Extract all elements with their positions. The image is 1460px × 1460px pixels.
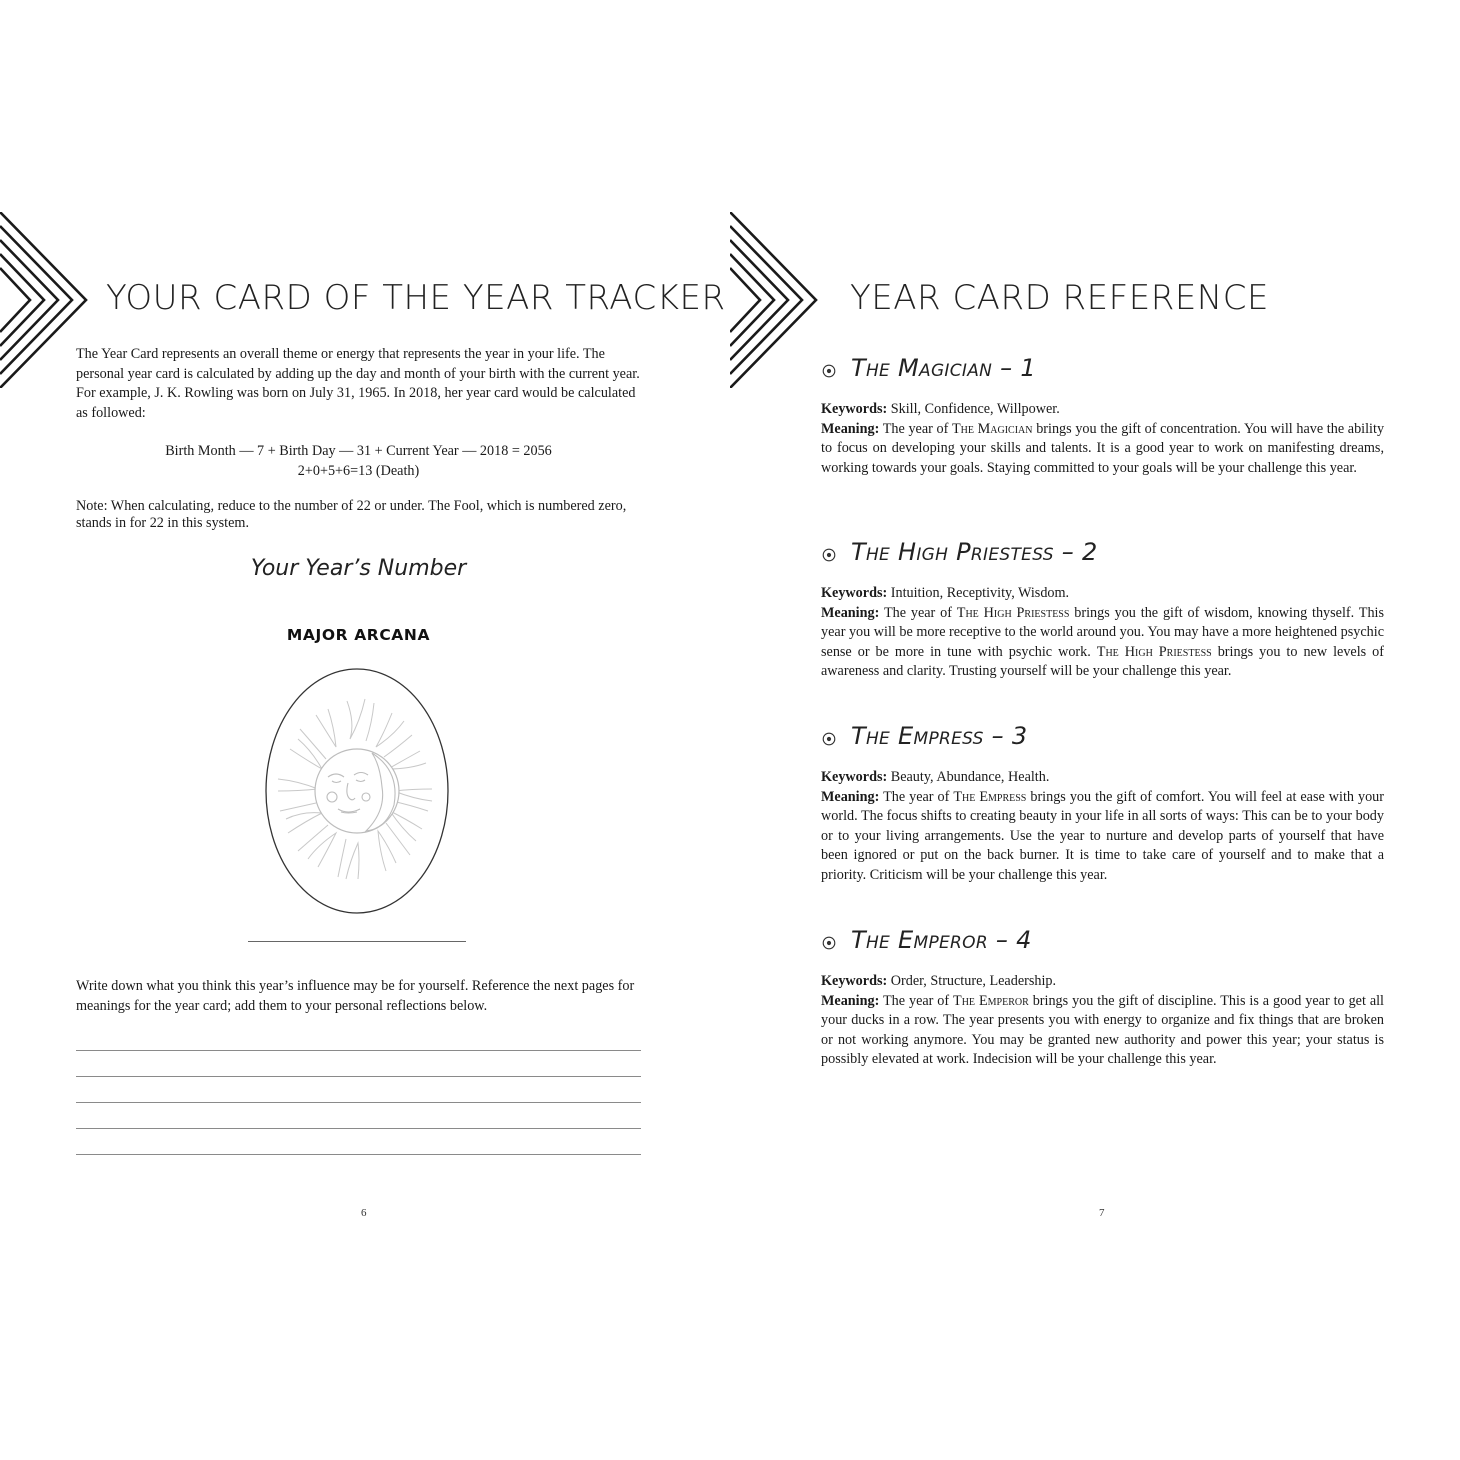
meaning-label: Meaning: [821, 788, 880, 805]
keywords-label: Keywords: [821, 973, 888, 989]
meaning-label: Meaning: [821, 992, 880, 1009]
year-formula [76, 442, 641, 481]
year-number-line[interactable] [248, 941, 466, 942]
card-body [821, 972, 1384, 1070]
keywords-line [821, 768, 1384, 788]
intro-paragraph [76, 345, 646, 423]
card-heading [821, 926, 1384, 962]
card-name-inline: The Emperor [953, 992, 1029, 1009]
year-number-label: Your Year’s Number [250, 556, 467, 581]
card-heading-text: The Emperor – 4 [851, 926, 1032, 954]
meaning-paragraph [821, 788, 1384, 886]
keywords-line [821, 972, 1384, 992]
sun-moon-face-icon [262, 665, 452, 917]
card-body [821, 584, 1384, 682]
card-body [821, 768, 1384, 885]
meaning-paragraph [821, 992, 1384, 1070]
card-heading [821, 354, 1384, 390]
page-title: YOUR CARD OF THE YEAR TRACKER [106, 278, 726, 318]
card-heading [821, 722, 1384, 758]
card-heading [821, 538, 1384, 574]
meaning-paragraph [821, 604, 1384, 682]
meaning-pre: The year of [883, 788, 950, 805]
keywords-text: Intuition, Receptivity, Wisdom. [890, 585, 1070, 601]
card-name-inline: The High Priestess [1096, 643, 1212, 660]
writing-line[interactable] [76, 1076, 641, 1102]
keywords-line [821, 400, 1384, 420]
card-heading-text: The High Priestess – 2 [851, 538, 1098, 566]
keywords-label: Keywords: [821, 585, 888, 601]
meaning-text: brings you the gift of comfort. You will feel at ease with your world. The focus shifts to creating beauty in your life in all sorts of ways: This can be to your body or to your living arrangements. Use the year to nurture and develop parts of yourself that have been ignored or put on the back burner. It is time to take care of yourself and to make that a priority. Criticism will be your challenge this year. [821, 788, 1385, 883]
card-entry-magician [821, 354, 1384, 478]
reflection-writing-lines [76, 1050, 641, 1180]
writing-line[interactable] [76, 1050, 641, 1076]
meaning-pre: The year of [882, 420, 949, 437]
card-heading-text: The Empress – 3 [851, 722, 1028, 750]
intro-text: The Year Card represents an overall theme or energy that represents the year in your life. The personal year card is calculated by adding up the day and month of your birth with the current year. For example, J. K. Rowling was born on July 31, 1965. In 2018, her year card would be calculated as followed: [76, 346, 640, 421]
card-name-inline: The Empress [953, 788, 1027, 805]
major-arcana-heading: MAJOR ARCANA [286, 626, 431, 644]
meaning-text: brings you the gift of wisdom, knowing thyself. This year you will be more receptive to the world around you. You may have a more heightened psychic sense or be more in tune with psychic work. [821, 604, 1385, 660]
circle-dot-icon [822, 364, 836, 378]
formula-line-2: 2+0+5+6=13 (Death) [297, 462, 420, 479]
page-number: 7 [1099, 1207, 1105, 1219]
circle-dot-icon [822, 936, 836, 950]
page-title: YEAR CARD REFERENCE [850, 278, 1269, 318]
keywords-label: Keywords: [821, 401, 888, 417]
meaning-paragraph [821, 420, 1384, 479]
card-body [821, 400, 1384, 478]
meaning-label: Meaning: [821, 420, 880, 437]
writing-line[interactable] [76, 1128, 641, 1154]
card-entry-empress [821, 722, 1384, 885]
reflection-text: Write down what you think this year’s influence may be for yourself. Reference the next pages for meanings for the year card; add them to your personal reflections below. [76, 978, 635, 1014]
meaning-pre: The year of [883, 992, 950, 1009]
writing-line[interactable] [76, 1102, 641, 1128]
circle-dot-icon [822, 548, 836, 562]
meaning-text: brings you the gift of discipline. This is a good year to get all your ducks in a row. The year presents you with energy to organize and fix things that are broken or not working anymore. You may be granted new authority and power this year; your status is possibly elevated at work. Indecision will be your challenge this year. [821, 992, 1384, 1067]
meaning-pre: The year of [883, 604, 952, 621]
note-text: Note: When calculating, reduce to the number of 22 or under. The Fool, which is numbered zero, stands in for 22 in this system. [76, 498, 627, 531]
right-page [730, 0, 1460, 1460]
keywords-label: Keywords: [821, 769, 888, 785]
card-name-inline: The High Priestess [956, 604, 1070, 621]
reflection-prompt [76, 977, 646, 1016]
formula-line-1: Birth Month — 7 + Birth Day — 31 + Current Year — 2018 = 2056 [165, 443, 552, 459]
keywords-text: Beauty, Abundance, Health. [890, 769, 1050, 785]
card-name-inline: The Magician [952, 420, 1033, 437]
note-paragraph [76, 498, 646, 532]
card-heading-text: The Magician – 1 [851, 354, 1036, 382]
keywords-line [821, 584, 1384, 604]
keywords-text: Skill, Confidence, Willpower. [890, 401, 1060, 417]
page-number: 6 [361, 1207, 367, 1219]
meaning-text: brings you the gift of concentration. You will have the ability to focus on developing your skills and talents. It is a good year to work on manifesting dreams, working towards your goals. Staying committed to your goals will be your challenge this year. [821, 420, 1385, 476]
circle-dot-icon [822, 732, 836, 746]
writing-line[interactable] [76, 1154, 641, 1180]
meaning-label: Meaning: [821, 604, 880, 621]
card-entry-emperor [821, 926, 1384, 1070]
card-entry-high-priestess [821, 538, 1384, 682]
meaning-text: brings you to new levels of awareness and clarity. Trusting yourself will be your challenge this year. [821, 643, 1384, 679]
keywords-text: Order, Structure, Leadership. [890, 973, 1057, 989]
